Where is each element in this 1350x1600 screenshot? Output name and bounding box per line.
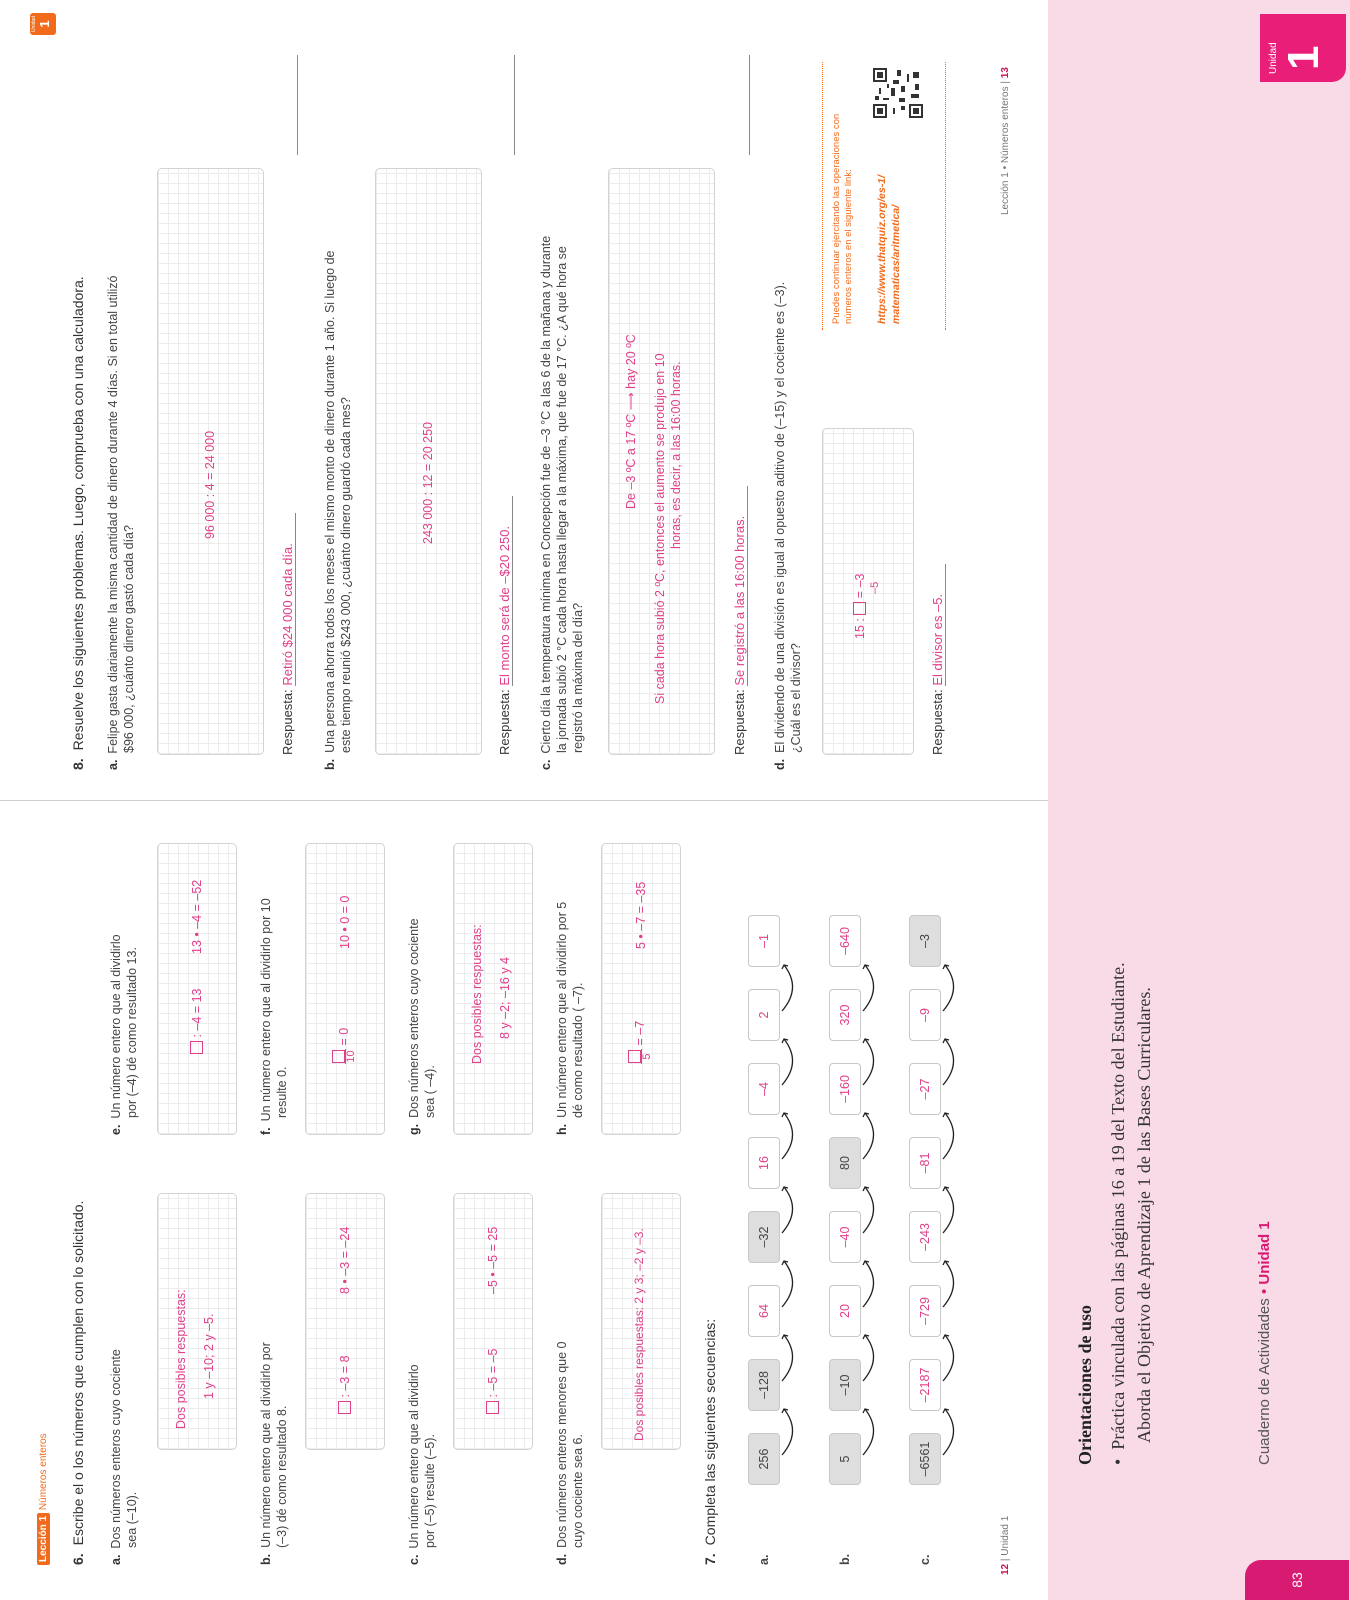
sequence-cell[interactable]: 16 <box>748 1137 780 1189</box>
arrow-right-icon: ⟶ <box>624 392 638 411</box>
sequence-letter: a. <box>757 1554 771 1565</box>
curved-arrow-icon <box>943 1039 954 1085</box>
ex6-e-workbox <box>157 843 237 1135</box>
sequence-cell[interactable]: 20 <box>829 1285 861 1337</box>
ex8-c-line <box>749 55 750 155</box>
blank-square-icon <box>853 602 866 615</box>
sequence-cell[interactable]: –40 <box>829 1211 861 1263</box>
curved-arrow-icon <box>943 1113 954 1159</box>
ex8-a-workbox <box>157 168 264 755</box>
ex8-c-work-3: horas, es decir, a las 16:00 horas. <box>669 361 683 549</box>
ex6-a-answer-1: Dos posibles respuestas: <box>174 1289 188 1429</box>
ex8-b-response: Respuesta: El monto será de –$20 250. <box>497 496 513 755</box>
ex8-a-work: 96 000 : 4 = 24 000 <box>203 430 217 539</box>
sequence-cell[interactable]: –160 <box>829 1063 861 1115</box>
sequence-cell[interactable]: 64 <box>748 1285 780 1337</box>
curved-arrow-icon <box>863 1039 874 1085</box>
sequence-cell[interactable]: –729 <box>909 1285 941 1337</box>
sequence-row <box>748 893 780 1485</box>
orientaciones-list <box>1105 962 1157 1465</box>
ex8-c-work-1: De –3 ºC a 17 ºC ⟶ hay 20 ºC <box>624 334 638 509</box>
ex8-c-text: c.Cierto día la temperatura mínima en Concepción fue de –3 °C a las 6 de la mañana y durante la jornada subió 2 °C cada hora hasta llegar a la máxima, que fue de 17 °C. ¿A qué hora se registró la máxima del día? <box>539 235 585 770</box>
ex6-e-text: e.Un número entero que al dividirlo por (–4) dé como resultado 13. <box>109 934 139 1135</box>
curved-arrow-icon <box>782 1261 793 1307</box>
sequence-cell[interactable]: 320 <box>829 989 861 1041</box>
ex8-a-line <box>297 55 298 155</box>
lesson-tag: Lección 1 <box>37 1513 50 1565</box>
ex6-f-text: f.Un número entero que al dividirlo por 10 resulte 0. <box>259 898 289 1135</box>
workbook-label: Cuaderno de Actividades • Unidad 1 <box>1256 1221 1273 1465</box>
ex8-d-workbox <box>822 428 914 755</box>
ex8-a-text: a.Felipe gasta diariamente la misma cantidad de dinero durante 4 días. Si en total utilizó $96 000, ¿cuánto dinero gastó cada día? <box>106 275 136 770</box>
ex6-g-answer-1: Dos posibles respuestas: <box>470 924 484 1064</box>
ex8-d-work: 15 : = –3 <box>853 573 867 639</box>
sequence-cell: –6561 <box>909 1433 941 1485</box>
ex6-c-math-2: –5 • –5 = 25 <box>486 1226 500 1294</box>
ex8-b-work: 243 000 : 12 = 20 250 <box>421 422 435 544</box>
curved-arrow-icon <box>943 965 954 1011</box>
side-unit-tab <box>1260 14 1346 82</box>
sequence-cell[interactable]: –27 <box>909 1063 941 1115</box>
sequence-letter: c. <box>918 1554 932 1565</box>
sequence-cell: –10 <box>829 1359 861 1411</box>
side-unit-num: 1 <box>1279 45 1328 70</box>
curved-arrow-icon <box>863 965 874 1011</box>
curved-arrow-icon <box>863 1261 874 1307</box>
ex8-d-sub: –5 <box>869 581 881 594</box>
sequence-cell: –32 <box>748 1211 780 1263</box>
right-footer: Lección 1 • Números enteros | 13 <box>1000 67 1011 215</box>
ex6-e-math-2: 13 • –4 = –52 <box>190 879 204 954</box>
curved-arrow-icon <box>782 1113 793 1159</box>
ex6-a-text: a.Dos números enteros cuyo cociente sea (–10). <box>109 1349 139 1565</box>
ex6-b-math-2: 8 • –3 = –24 <box>338 1226 352 1294</box>
ex6-a-workbox <box>157 1193 237 1450</box>
ex6-f-math-2: 10 • 0 = 0 <box>338 895 352 949</box>
side-unit-word: Unidad <box>1268 42 1279 74</box>
ex6-g-workbox <box>453 843 533 1135</box>
exercise-6-title: 6.Escribe el o los números que cumplen con lo solicitado. <box>70 1200 86 1565</box>
ex8-c-work-2: Si cada hora subió 2 ºC, entonces el aumento se produjo en 10 <box>653 353 667 704</box>
sequence-cell: –128 <box>748 1359 780 1411</box>
ex8-d-response: Respuesta: El divisor es –5. <box>930 564 946 755</box>
exercise-8-title: 8.Resuelve los siguientes problemas. Luego, comprueba con una calculadora. <box>70 276 86 770</box>
unit-badge: Unidad 1 <box>30 13 56 35</box>
ex8-d-text: d.El dividendo de una división es igual al opuesto aditivo de (–15) y el cociente es (–3). ¿Cuál es el divisor? <box>773 281 803 770</box>
ex6-b-math-1: : –3 = 8 <box>338 1355 352 1414</box>
curved-arrow-icon <box>943 1261 954 1307</box>
qr-text: Puedes continuar ejercitando las operaciones con números enteros en el siguiente link: <box>831 113 854 324</box>
ex6-c-text: c.Un número entero que al dividirlo por (–5) resulte (–5). <box>407 1364 437 1565</box>
curved-arrow-icon <box>782 1187 793 1233</box>
ex6-a-answer-2: 1 y –10; 2 y –5. <box>202 1313 216 1399</box>
qr-link[interactable]: https://www.thatquiz.org/es-1/ matematicas/aritmetica/ <box>876 175 902 324</box>
curved-arrow-icon <box>782 1335 793 1381</box>
right-page <box>0 0 1048 800</box>
ex6-c-math-1: : –5 = –5 <box>486 1349 500 1414</box>
curved-arrow-icon <box>943 1409 954 1455</box>
bullet-1: • Práctica vinculada con las páginas 16 a 19 del Texto del Estudiante. <box>1108 962 1128 1465</box>
sequence-cell[interactable]: –640 <box>829 915 861 967</box>
left-page <box>0 800 1048 1600</box>
orientaciones-title: Orientaciones de uso <box>1075 1305 1095 1465</box>
ex6-h-math-2: 5 • –7 = –35 <box>634 881 648 949</box>
blank-square-icon <box>332 1050 345 1063</box>
sequence-cell: 5 <box>829 1433 861 1485</box>
blank-square-icon <box>628 1050 641 1063</box>
lesson-title: Números enteros <box>38 1433 49 1511</box>
curved-arrow-icon <box>943 1335 954 1381</box>
blank-square-icon <box>338 1401 351 1414</box>
sequence-row <box>829 893 861 1485</box>
sequence-cell: –3 <box>909 915 941 967</box>
blank-square-icon <box>486 1401 499 1414</box>
left-footer: 12 | Unidad 1 <box>1000 1515 1011 1575</box>
sequence-arrows <box>941 885 963 1485</box>
sequence-letter: b. <box>838 1553 852 1565</box>
sequence-cell[interactable]: –9 <box>909 989 941 1041</box>
ex6-b-text: b.Un número entero que al dividirlo por (–3) dé como resultado 8. <box>259 1342 289 1565</box>
ex6-h-math-1: 5 = –7 <box>628 1021 653 1064</box>
ex8-b-workbox <box>375 168 482 755</box>
curved-arrow-icon <box>863 1187 874 1233</box>
sequence-cell[interactable]: –81 <box>909 1137 941 1189</box>
curved-arrow-icon <box>943 1187 954 1233</box>
sequence-cell[interactable]: –2187 <box>909 1359 941 1411</box>
ex6-h-text: h.Un número entero que al dividirlo por 5 dé como resultado ( –7). <box>555 901 585 1135</box>
ex8-b-line <box>514 55 515 155</box>
ex8-c-response: Respuesta: Se registró a las 16:00 horas. <box>732 486 748 755</box>
ex6-f-workbox <box>305 843 385 1135</box>
curved-arrow-icon <box>782 1409 793 1455</box>
sequence-cell[interactable]: 2 <box>748 989 780 1041</box>
ex6-g-text: g.Dos números enteros cuyo cociente sea ( –4). <box>407 918 437 1135</box>
curved-arrow-icon <box>863 1335 874 1381</box>
sequence-cell[interactable]: –1 <box>748 915 780 967</box>
curved-arrow-icon <box>863 1409 874 1455</box>
ex6-e-math-1: : –4 = 13 <box>190 989 204 1054</box>
qr-info-box <box>822 62 946 330</box>
sequence-cell: 256 <box>748 1433 780 1485</box>
ex6-d-answer: Dos posibles respuestas: 2 y 3; –2 y –3. <box>632 1228 646 1441</box>
ex6-h-workbox <box>601 843 681 1135</box>
ex6-f-math-1: 10 = 0 <box>332 1028 357 1064</box>
curved-arrow-icon <box>782 1039 793 1085</box>
curved-arrow-icon <box>782 965 793 1011</box>
sequence-row <box>909 893 941 1485</box>
ex6-b-workbox <box>305 1193 385 1450</box>
curved-arrow-icon <box>863 1113 874 1159</box>
sequence-cell: 80 <box>829 1137 861 1189</box>
lesson-header <box>38 1433 49 1565</box>
exercise-7-title: 7.Completa las siguientes secuencias: <box>702 1318 718 1565</box>
qr-code-icon <box>873 68 923 118</box>
ex6-d-text: d.Dos números enteros menores que 0 cuyo cociente sea 6. <box>555 1341 585 1565</box>
sequence-arrows <box>861 885 883 1485</box>
page-number-tab: 83 <box>1245 1560 1349 1600</box>
sequence-cell[interactable]: –243 <box>909 1211 941 1263</box>
sequence-arrows <box>780 885 802 1485</box>
ex6-c-workbox <box>453 1193 533 1450</box>
ex6-d-workbox <box>601 1193 681 1450</box>
bullet-1-cont: Aborda el Objetivo de Aprendizaje 1 de las Bases Curriculares. <box>1134 987 1154 1443</box>
blank-square-icon <box>190 1041 203 1054</box>
ex8-a-response: Respuesta: Retiró $24 000 cada día. <box>280 513 296 755</box>
ex6-g-answer-2: 8 y –2; –16 y 4 <box>498 956 512 1039</box>
ex8-b-text: b.Una persona ahorra todos los meses el mismo monto de dinero durante 1 año. Si luego de este tiempo reunió $243 000, ¿cuánto dinero guardó cada mes? <box>323 250 353 770</box>
sequence-cell[interactable]: –4 <box>748 1063 780 1115</box>
ex8-c-workbox <box>608 168 715 755</box>
